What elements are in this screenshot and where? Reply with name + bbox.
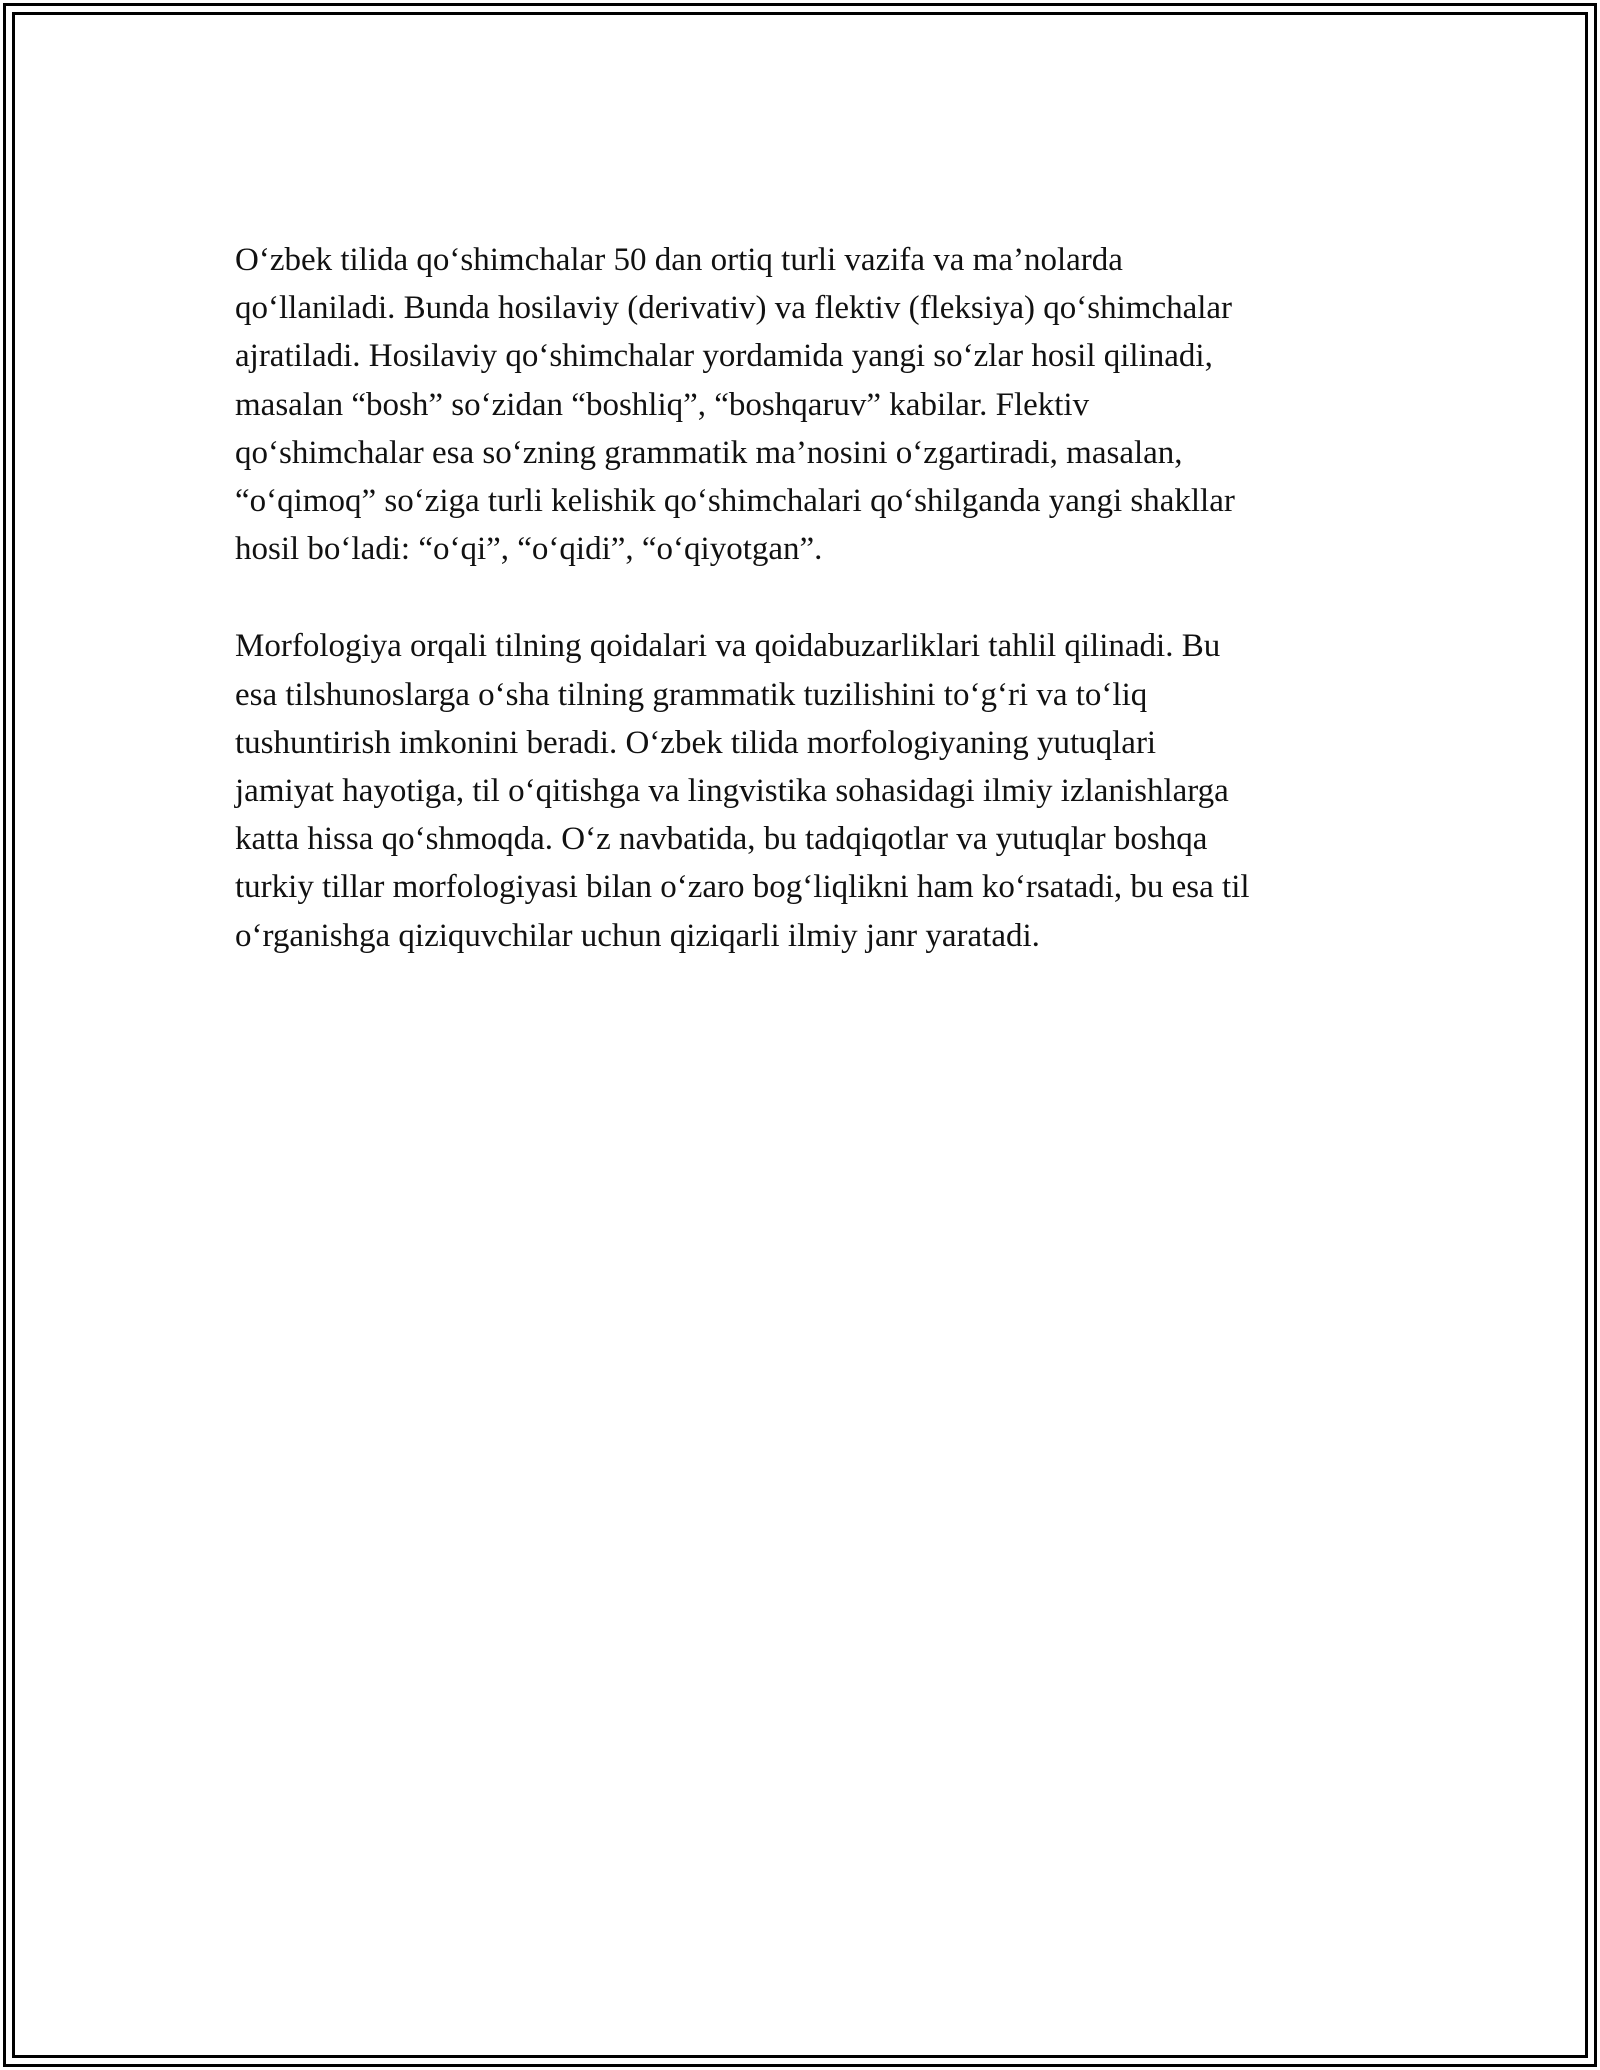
text-line: masalan “bosh” so‘zidan “boshliq”, “boshqaruv” kabilar. Flektiv (235, 386, 1090, 423)
text-line: qo‘llaniladi. Bunda hosilaviy (derivativ) va flektiv (fleksiya) qo‘shimchalar (235, 290, 1233, 327)
text-line: tushuntirish imkonini beradi. O‘zbek tilida morfologiyaning yutuqlari (235, 724, 1157, 761)
text-line: katta hissa qo‘shmoqda. O‘z navbatida, bu tadqiqotlar va yutuqlar boshqa (235, 821, 1208, 858)
text-line: o‘rganishga qiziquvchilar uchun qiziqarli ilmiy janr yaratadi. (235, 917, 1040, 954)
document-body (235, 236, 1385, 960)
text-line: qo‘shimchalar esa so‘zning grammatik ma’nosini o‘zgartiradi, masalan, (235, 434, 1183, 471)
text-line: turkiy tillar morfologiyasi bilan o‘zaro bog‘liqlikni ham ko‘rsatadi, bu esa til (235, 869, 1250, 906)
paragraph-1 (235, 236, 1385, 573)
text-line: Morfologiya orqali tilning qoidalari va qoidabuzarliklari tahlil qilinadi. Bu (235, 628, 1221, 665)
text-line: O‘zbek tilida qo‘shimchalar 50 dan ortiq turli vazifa va ma’nolarda (235, 242, 1123, 278)
text-line: “o‘qimoq” so‘ziga turli kelishik qo‘shimchalari qo‘shilganda yangi shakllar (235, 483, 1235, 520)
text-line: ajratiladi. Hosilaviy qo‘shimchalar yordamida yangi so‘zlar hosil qilinadi, (235, 338, 1213, 375)
text-line: hosil bo‘ladi: “o‘qi”, “o‘qidi”, “o‘qiyotgan”. (235, 531, 823, 568)
text-line: esa tilshunoslarga o‘sha tilning grammatik tuzilishini to‘g‘ri va to‘liq (235, 676, 1148, 713)
text-line: jamiyat hayotiga, til o‘qitishga va lingvistika sohasidagi ilmiy izlanishlarga (235, 773, 1229, 810)
paragraph-2 (235, 622, 1385, 959)
